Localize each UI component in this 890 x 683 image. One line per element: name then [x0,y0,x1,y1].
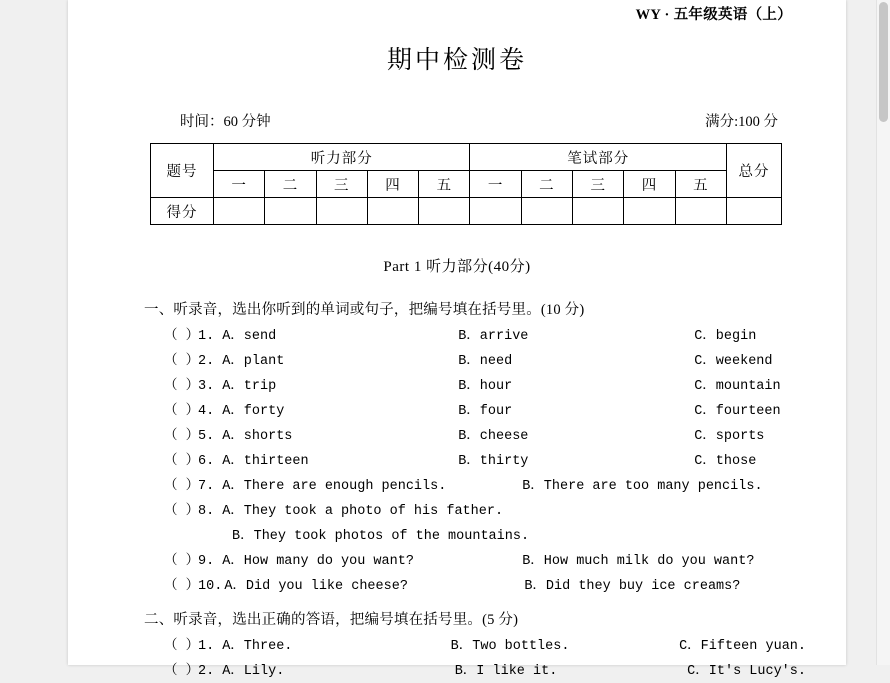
list-item [164,323,806,348]
question-number: 1. [198,639,215,654]
part-1-title: Part 1 听力部分(40分) [383,259,531,275]
option-c: C．begin [694,329,757,344]
answer-blank[interactable]: （ ） [164,664,200,679]
exam-full-score: 满分:100 分 [705,114,778,130]
list-item [164,398,806,423]
score-table-group-listening: 听力部分 [214,144,470,171]
score-cell-l3 [316,198,367,225]
answer-blank[interactable]: （ ） [164,429,200,444]
option-b: B．cheese [458,429,529,444]
list-item [164,348,806,373]
list-item [164,523,806,548]
exam-meta [108,110,806,131]
question-number: 1. [198,329,215,344]
score-cell-w1 [470,198,521,225]
score-table-label-1: 题号 [151,144,214,198]
score-col-w1: 一 [470,171,521,198]
section-2-questions [108,633,806,683]
document-page [68,0,846,679]
answer-blank[interactable]: （ ） [164,354,200,369]
option-c: C．fourteen [694,404,781,419]
score-col-w3: 三 [573,171,624,198]
option-b: B．need [458,354,513,369]
section-1-questions [108,323,806,598]
question-number: 6. [198,454,215,469]
score-cell-l5 [419,198,470,225]
option-a: A．How many do you want? [222,554,414,569]
answer-blank[interactable]: （ ） [164,479,200,494]
question-number: 5. [198,429,215,444]
score-col-l3: 三 [316,171,367,198]
question-number: 8. [198,504,215,519]
score-table-group-written: 笔试部分 [470,144,727,171]
question-number: 2. [198,664,215,679]
list-item [164,573,806,598]
score-cell-w4 [624,198,675,225]
list-item [164,548,806,573]
option-c: C．Fifteen yuan. [679,639,806,654]
page-header-label: WY · 五年级英语（上） [635,7,792,23]
score-col-l5: 五 [419,171,470,198]
option-b: B．Did they buy ice creams? [524,579,741,594]
table-row [151,171,782,198]
option-a: A．forty [222,404,285,419]
score-cell-w3 [573,198,624,225]
score-table-total: 总分 [727,144,782,198]
option-a: A．There are enough pencils. [222,479,447,494]
list-item [164,473,806,498]
option-a: A．thirteen [222,454,309,469]
option-a: A．trip [222,379,277,394]
option-a: A．Did you like cheese? [224,579,408,594]
answer-blank[interactable]: （ ） [164,379,200,394]
score-col-l1: 一 [214,171,265,198]
option-b: B．Two bottles. [450,639,570,654]
score-cell-l2 [265,198,316,225]
page-title: 期中检测卷 [386,47,527,74]
score-cell-l4 [367,198,418,225]
option-c: C．weekend [694,354,773,369]
answer-blank[interactable]: （ ） [164,554,200,569]
answer-blank[interactable]: （ ） [164,404,200,419]
question-number: 9. [198,554,215,569]
option-a: A．They took a photo of his father. [222,504,504,519]
question-number: 3. [198,379,215,394]
answer-blank[interactable]: （ ） [164,639,200,654]
option-c: C．mountain [694,379,781,394]
score-cell-w2 [521,198,572,225]
option-b: B．How much milk do you want? [522,554,755,569]
score-table [150,143,782,225]
table-row [151,144,782,171]
option-b: B．thirty [458,454,529,469]
option-a: A．send [222,329,277,344]
answer-blank[interactable]: （ ） [164,579,200,594]
list-item [164,498,806,523]
option-b: B．There are too many pencils. [522,479,763,494]
question-number: 7. [198,479,215,494]
section-2-heading: 二、听录音，选出正确的答语，把编号填在括号里。(5 分) [144,612,519,628]
score-col-w4: 四 [624,171,675,198]
section-1-heading: 一、听录音，选出你听到的单词或句子，把编号填在括号里。(10 分) [144,302,585,318]
option-b: B．They took photos of the mountains. [232,529,530,544]
question-number: 2. [198,354,215,369]
score-cell-total [727,198,782,225]
table-row [151,198,782,225]
option-a: A．plant [222,354,285,369]
score-col-w2: 二 [521,171,572,198]
list-item [164,373,806,398]
question-number: 4. [198,404,215,419]
answer-blank[interactable]: （ ） [164,329,200,344]
option-b: B．hour [458,379,513,394]
option-a: A．Lily. [222,664,285,679]
score-table-label-2: 得分 [151,198,214,225]
option-b: B．arrive [458,329,529,344]
score-col-l4: 四 [367,171,418,198]
option-a: A．Three. [222,639,293,654]
exam-time: 时间：60 分钟 [180,114,271,130]
option-a: A．shorts [222,429,293,444]
option-b: B．four [458,404,513,419]
score-cell-w5 [675,198,726,225]
answer-blank[interactable]: （ ） [164,454,200,469]
score-col-w5: 五 [675,171,726,198]
list-item [164,633,806,658]
scrollbar-thumb[interactable] [879,2,888,122]
score-cell-l1 [214,198,265,225]
score-col-l2: 二 [265,171,316,198]
option-c: C．sports [694,429,765,444]
list-item [164,423,806,448]
option-c: C．It's Lucy's. [687,664,806,679]
score-table-wrap [108,143,806,225]
list-item [164,448,806,473]
question-number: 10. [198,579,223,594]
answer-blank[interactable]: （ ） [164,504,200,519]
document-body [68,0,846,683]
option-c: C．those [694,454,757,469]
option-b: B．I like it. [454,664,558,679]
list-item [164,658,806,683]
scrollbar[interactable] [876,0,890,665]
left-gutter [0,0,68,665]
